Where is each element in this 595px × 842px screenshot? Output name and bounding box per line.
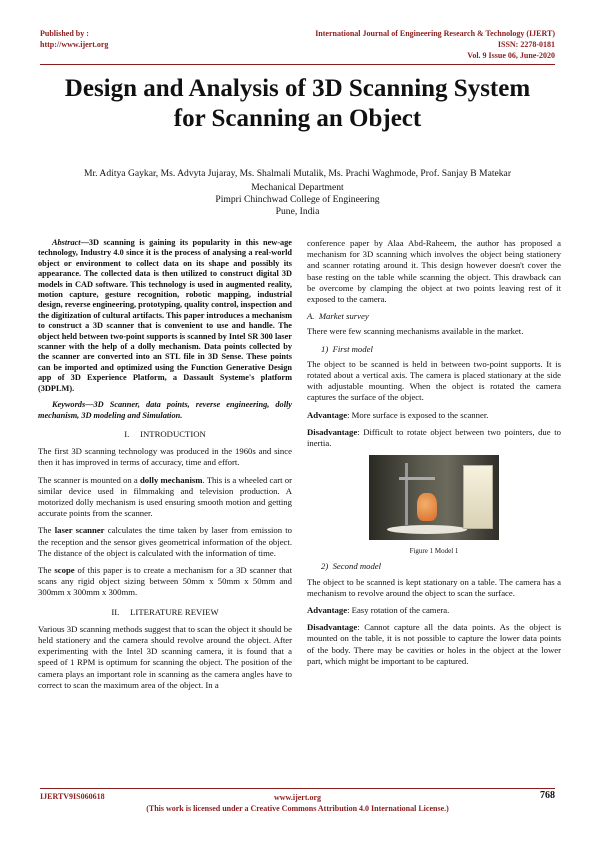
first-model-disadvantage xyxy=(307,427,561,449)
author-list: Mr. Aditya Gaykar, Ms. Advyta Jujaray, Ms. Shalmali Mutalik, Ms. Prachi Waghmode, Prof. Sanjay B Matekar xyxy=(83,168,512,179)
advantage-text: : More surface is exposed to the scanner. xyxy=(347,409,489,420)
page-number: 768 xyxy=(540,790,555,801)
title-line-2: for Scanning an Object xyxy=(173,105,422,132)
figure-1-photo xyxy=(369,455,499,540)
intro-paragraph-1: The first 3D scanning technology was produced in the 1960s and since then it has improved in terms of accuracy, time and effort. xyxy=(38,446,292,468)
footer-url[interactable]: www.ijert.org xyxy=(273,793,322,802)
issn: ISSN: 2278-0181 xyxy=(497,40,555,49)
intro-p2-text-a: The scanner is mounted on a xyxy=(38,474,140,485)
subsection-heading-market-survey: A. Market survey xyxy=(307,311,369,322)
section-heading-introduction: I. INTRODUCTION xyxy=(124,428,206,439)
support-stand xyxy=(405,463,408,525)
license-note: (This work is licensed under a Creative Commons Attribution 4.0 International License.) xyxy=(146,804,449,813)
intro-p3-bold: laser scanner xyxy=(54,525,105,536)
second-model-advantage xyxy=(307,605,561,616)
scanner-device xyxy=(463,465,493,529)
affiliation-college: Pimpri Chinchwad College of Engineering xyxy=(215,194,380,205)
support-arm xyxy=(399,477,435,480)
disadvantage-text: : Cannot capture all the data points. As the object is mounted on the table, it is not possible to capture the lower data points of the body. There may be cavities or holes in the object at the lower part, which might be important to be captured. xyxy=(307,622,561,666)
header-rule xyxy=(40,64,555,65)
intro-p4-text-c: of this paper is to create a mechanism for a 3D scanner that scans any rigid object sizing between 50mm x 50mm x 50mm and 300mm x 300mm x 300mm. xyxy=(38,564,292,598)
paper-id: IJERTV9IS060618 xyxy=(40,792,105,801)
intro-paragraph-4 xyxy=(38,565,292,599)
journal-header-right xyxy=(315,28,555,61)
author-block xyxy=(20,168,575,218)
intro-paragraph-2 xyxy=(38,475,292,520)
journal-header-left xyxy=(40,28,108,50)
intro-paragraph-3 xyxy=(38,525,292,559)
abstract-label: Abstract xyxy=(52,238,81,247)
footer-rule xyxy=(40,788,555,789)
advantage-label: Advantage xyxy=(307,409,348,420)
disadvantage-label: Disadvantage xyxy=(307,622,358,633)
right-column xyxy=(307,238,561,673)
market-intro: There were few scanning mechanisms available in the market. xyxy=(307,326,524,337)
second-model-disadvantage xyxy=(307,622,561,667)
publisher-label: Published by : xyxy=(40,29,89,38)
heading-first-model: 1) First model xyxy=(321,343,373,354)
section-heading-literature-review: II. LITERATURE REVIEW xyxy=(111,606,219,617)
journal-name: International Journal of Engineering Research & Technology (IJERT) xyxy=(315,29,555,38)
title-line-1: Design and Analysis of 3D Scanning System xyxy=(64,75,531,102)
disadvantage-text: : Difficult to rotate object between two pointers, due to inertia. xyxy=(307,426,561,449)
left-column xyxy=(38,238,292,697)
paper-title xyxy=(20,74,575,134)
intro-p2-bold: dolly mechanism xyxy=(139,474,203,485)
abstract xyxy=(38,238,292,394)
intro-p3-text-a: The xyxy=(38,525,55,536)
journal-url[interactable]: http://www.ijert.org xyxy=(40,40,109,49)
keywords-label: Keywords xyxy=(52,400,86,410)
disadvantage-label: Disadvantage xyxy=(307,426,358,437)
scanned-object xyxy=(417,493,437,521)
keywords-text: —3D Scanner, data points, reverse engineering, dolly mechanism, 3D modeling and Simulation. xyxy=(38,400,292,420)
first-model-advantage xyxy=(307,410,561,421)
review-paragraph-1: Various 3D scanning methods suggest that to scan the object it should be held stationery and the camera should revolve around the object. After experimenting with the Intel 3D scanning camera, it is found that a speed of 1 RPM is optimum for scanning the object. The position of the camera plays an important role in scanning as the camera angles have to correct to scan the maximum area of the object. In a xyxy=(38,623,292,690)
first-model-text: The object to be scanned is held in between two-point supports. It is rotated about a vertical axis. The camera is placed stationary at the side with adjustable mounting. When the object is rotated the camera captures the surface of the object. xyxy=(307,358,561,403)
second-model-text: The object to be scanned is kept stationary on a table. The camera has a mechanism to revolve around the object to scan the surface. xyxy=(307,576,561,598)
turntable-base xyxy=(387,525,467,534)
heading-second-model: 2) Second model xyxy=(321,561,382,572)
intro-p4-bold: scope xyxy=(54,564,75,575)
advantage-label: Advantage xyxy=(307,605,348,616)
advantage-text: : Easy rotation of the camera. xyxy=(347,605,450,616)
intro-p3-text-c: calculates the time taken by laser from emission to the reception and the sensor gives geometrical information of the object. The distance of the object is calculated with the information of time. xyxy=(38,525,292,558)
keywords xyxy=(38,400,292,421)
footer-center xyxy=(0,792,595,814)
affiliation-location: Pune, India xyxy=(275,206,320,217)
intro-p4-text-a: The xyxy=(38,564,55,575)
abstract-text: —3D scanning is gaining its popularity in this new-age technology, Industry 4.0 since it is the process of analysing a real-world object or environment to collect data on its shape and possibly its appearance. The collected data is then utilized to construct digital 3D models in CAD software. This technology is used in augmented reality, motion capture, gesture recognition, robotic mapping, industrial design, reverse engineering, prototyping, quality control, inspection and the digitization of cultural artifacts. This paper introduces a mechanism to construct a 3D scanner that is convenient to use and handle. The object held between two-point supports is scanned by Intel SR 300 laser scanner with the help of a dolly mechanism. Data points collected by the scanner are converted into an STL file in 3D Sense. These points can be imported and optimized using the Function Generative Design app of 3D Experience Platform, a Dassault Systeme's platform (3DPLM). xyxy=(38,238,292,393)
affiliation-department: Mechanical Department xyxy=(251,182,344,193)
review-paragraph-2: conference paper by Alaa Abd-Raheem, the author has proposed a mechanism for 3D scanning which involves the object being stationery and scanner rotating around it. This design however doesn't cover the base resting on the table while scanning the object. This drawback can be overcome by clamping the object at two points leaving rest of it exposed to the camera. xyxy=(307,238,561,305)
volume-issue: Vol. 9 Issue 06, June-2020 xyxy=(467,51,555,60)
intro-p2-text-c: . This is a wheeled cart or similar device used in filmmaking and television production. A motorized dolly mechanism is used ensuring smooth motion and getting accurate points from the scanner. xyxy=(38,474,292,519)
figure-1-caption: Figure 1 Model 1 xyxy=(409,547,459,556)
